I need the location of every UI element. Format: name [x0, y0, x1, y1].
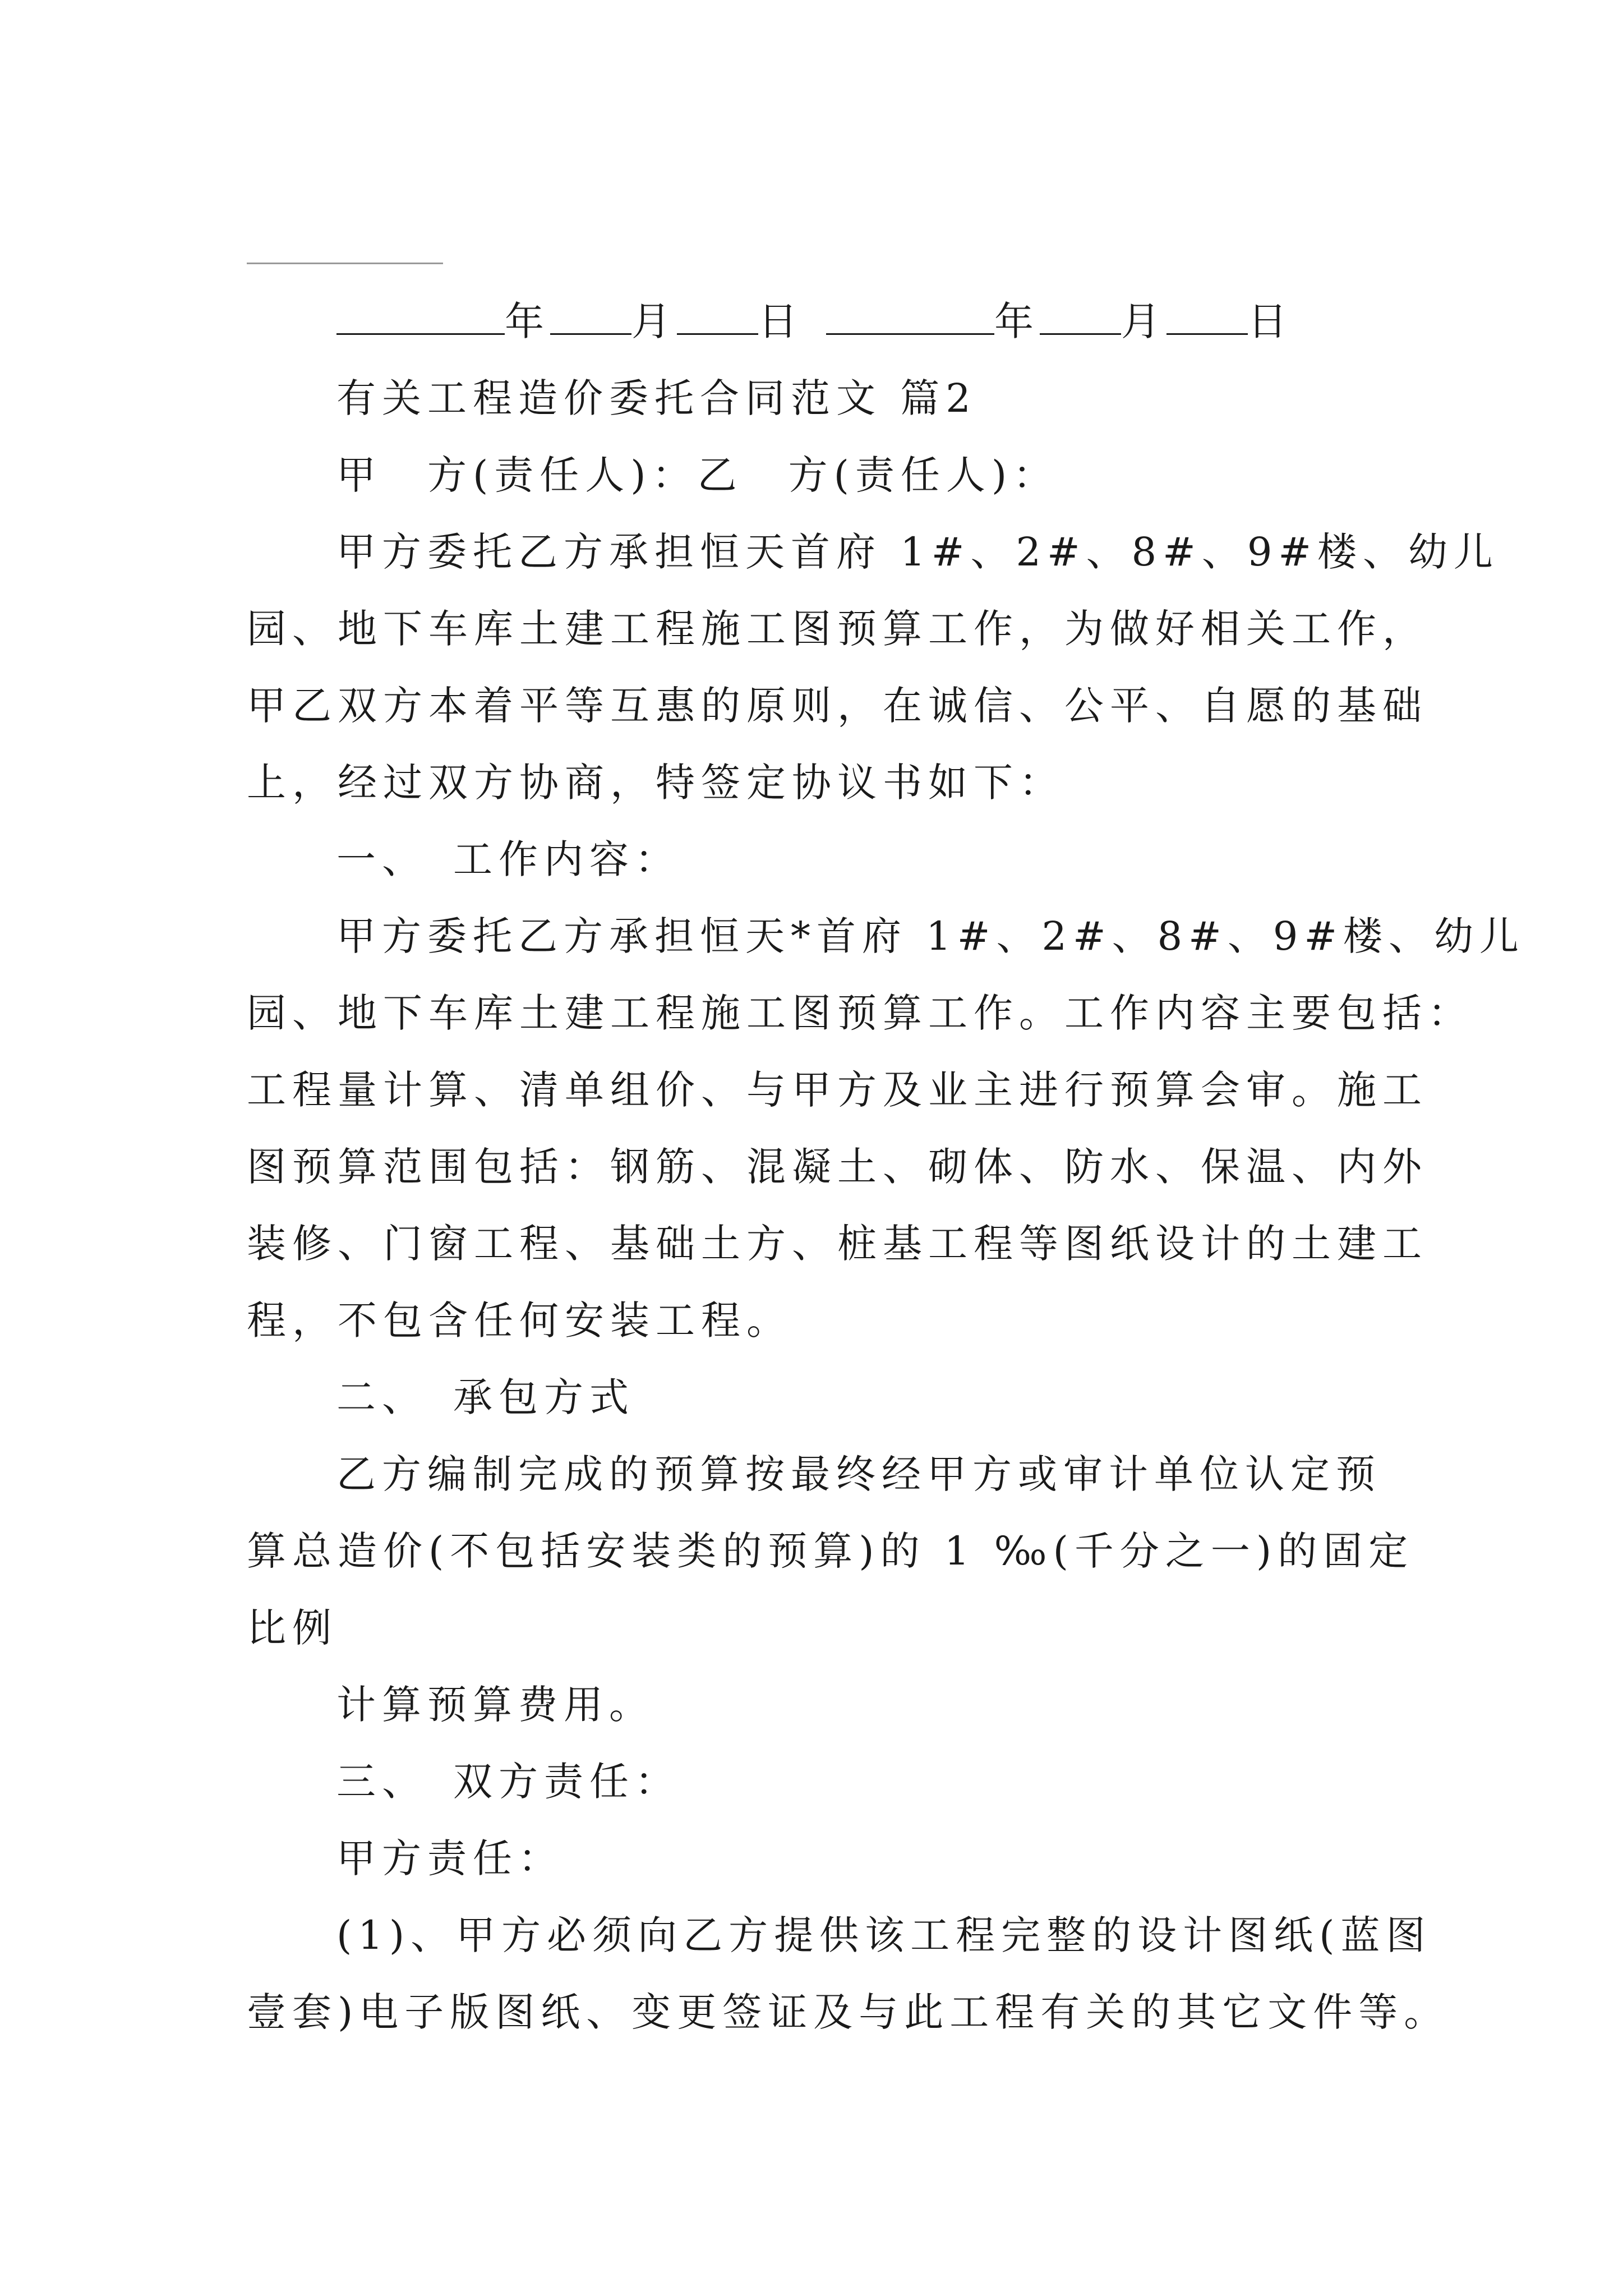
paragraph-line: 比例 [247, 1605, 338, 1651]
date-line [247, 283, 1396, 360]
paragraph-line: 上，经过双方协商，特签定协议书如下： [247, 760, 1064, 806]
header-rule [247, 263, 443, 264]
day-label: 日 [758, 298, 804, 344]
blank-field [677, 300, 758, 335]
paragraph-line: 园、地下车库土建工程施工图预算工作。工作内容主要包括： [247, 990, 1473, 1036]
paragraph-line: 程，不包含任何安装工程。 [247, 1297, 792, 1343]
parties-line: 甲 方(责任人)：乙 方(责任人)： [336, 452, 1059, 498]
month-label: 月 [1121, 298, 1166, 344]
clause-heading: 二、 承包方式 [336, 1374, 635, 1420]
blank-field [336, 300, 505, 335]
blank-field [826, 300, 994, 335]
paragraph-line: 甲方委托乙方承担恒天首府 1#、2#、8#、9#楼、幼儿 [336, 529, 1500, 575]
blank-field [1166, 300, 1248, 335]
section-heading: 有关工程造价委托合同范文 篇2 [336, 375, 977, 421]
blank-field [1040, 300, 1121, 335]
document-body [247, 283, 1525, 2051]
paragraph-line: 算总造价(不包括安装类的预算)的 1 ‰(千分之一)的固定 [247, 1528, 1414, 1574]
paragraph-line: 甲方责任： [336, 1835, 564, 1881]
paragraph-line: 甲方委托乙方承担恒天*首府 1#、2#、8#、9#楼、幼儿 [336, 913, 1525, 959]
paragraph-line: 园、地下车库土建工程施工图预算工作，为做好相关工作， [247, 606, 1428, 652]
clause-heading: 三、 双方责任： [336, 1759, 680, 1805]
paragraph-line: (1)、甲方必须向乙方提供该工程完整的设计图纸(蓝图 [336, 1912, 1432, 1958]
paragraph-line: 装修、门窗工程、基础土方、桩基工程等图纸设计的土建工 [247, 1221, 1428, 1267]
month-label: 月 [631, 298, 677, 344]
blank-field [550, 300, 631, 335]
paragraph-line: 计算预算费用。 [336, 1682, 654, 1728]
paragraph-line: 工程量计算、清单组价、与甲方及业主进行预算会审。施工 [247, 1067, 1428, 1113]
paragraph-line: 图预算范围包括：钢筋、混凝土、砌体、防水、保温、内外 [247, 1144, 1428, 1190]
paragraph-line: 甲乙双方本着平等互惠的原则，在诚信、公平、自愿的基础 [247, 683, 1428, 729]
paragraph-line: 乙方编制完成的预算按最终经甲方或审计单位认定预 [336, 1451, 1381, 1497]
paragraph-line: 壹套)电子版图纸、变更签证及与此工程有关的其它文件等。 [247, 1989, 1450, 2035]
year-label: 年 [505, 298, 550, 344]
clause-heading: 一、 工作内容： [336, 836, 680, 882]
day-label: 日 [1248, 298, 1293, 344]
year-label: 年 [994, 298, 1040, 344]
